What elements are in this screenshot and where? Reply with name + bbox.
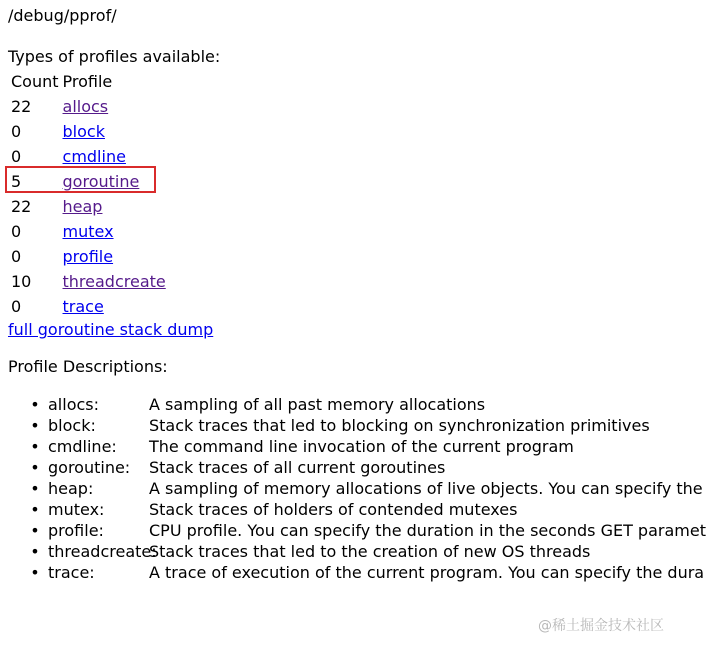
profile-count: 22 — [11, 97, 32, 116]
profile-link-trace[interactable]: trace — [62, 297, 104, 316]
profile-count: 22 — [11, 197, 32, 216]
description-text: A trace of execution of the current program. You can specify the dura — [149, 563, 705, 582]
description-term: allocs: — [48, 395, 100, 414]
bullet-icon: • — [30, 458, 40, 477]
list-item — [30, 436, 682, 457]
description-term: threadcreate: — [48, 542, 157, 561]
description-term: block: — [48, 416, 96, 435]
description-text: A sampling of memory allocations of live objects. You can specify the — [149, 479, 703, 498]
description-text: A sampling of all past memory allocations — [149, 395, 486, 414]
table-row — [10, 219, 167, 244]
bullet-icon: • — [30, 521, 40, 540]
bullet-icon: • — [30, 500, 40, 519]
list-item — [30, 478, 703, 499]
description-text: The command line invocation of the current program — [149, 437, 574, 456]
profile-count: 0 — [11, 297, 22, 316]
description-text: Stack traces of all current goroutines — [149, 458, 446, 477]
bullet-icon: • — [30, 416, 40, 435]
profile-link-block[interactable]: block — [62, 122, 105, 141]
description-term: goroutine: — [48, 458, 131, 477]
watermark: @稀土掘金技术社区 — [538, 618, 664, 634]
table-row — [10, 194, 167, 219]
table-row — [10, 244, 167, 269]
table-row — [10, 294, 167, 319]
page-path: /debug/pprof/ — [8, 6, 117, 25]
profile-count: 0 — [11, 222, 22, 241]
list-item — [30, 457, 682, 478]
profile-link-cmdline[interactable]: cmdline — [62, 147, 126, 166]
description-term: cmdline: — [48, 437, 117, 456]
profile-link-heap[interactable]: heap — [62, 197, 103, 216]
bullet-icon: • — [30, 542, 40, 561]
table-row — [10, 94, 167, 119]
descriptions-list — [8, 394, 706, 583]
list-item — [30, 562, 705, 583]
count-column-header: Count — [11, 72, 59, 91]
description-text: Stack traces of holders of contended mutexes — [149, 500, 518, 519]
description-term: profile: — [48, 521, 104, 540]
profiles-table — [8, 69, 169, 319]
list-item — [30, 415, 682, 436]
table-row — [10, 119, 167, 144]
bullet-icon: • — [30, 563, 40, 582]
list-item — [30, 394, 682, 415]
profile-link-allocs[interactable]: allocs — [62, 97, 109, 116]
list-item — [30, 520, 706, 541]
profile-column-header: Profile — [62, 72, 113, 91]
full-goroutine-stack-dump-link[interactable]: full goroutine stack dump — [8, 320, 214, 339]
types-heading: Types of profiles available: — [8, 47, 221, 66]
description-term: trace: — [48, 563, 95, 582]
table-header-row — [10, 69, 167, 94]
list-item — [30, 499, 682, 520]
description-term: mutex: — [48, 500, 105, 519]
profile-count: 10 — [11, 272, 32, 291]
table-row — [10, 269, 167, 294]
bullet-icon: • — [30, 437, 40, 456]
profile-count: 0 — [11, 247, 22, 266]
profile-link-profile[interactable]: profile — [62, 247, 114, 266]
description-text: Stack traces that led to blocking on synchronization primitives — [149, 416, 650, 435]
description-text: Stack traces that led to the creation of new OS threads — [149, 542, 591, 561]
bullet-icon: • — [30, 479, 40, 498]
descriptions-heading: Profile Descriptions: — [8, 357, 168, 376]
list-item — [30, 541, 682, 562]
description-term: heap: — [48, 479, 94, 498]
profile-count: 0 — [11, 122, 22, 141]
profile-link-goroutine[interactable]: goroutine — [62, 172, 140, 191]
table-row — [10, 144, 167, 169]
profile-count: 0 — [11, 147, 22, 166]
profile-link-mutex[interactable]: mutex — [62, 222, 114, 241]
profile-link-threadcreate[interactable]: threadcreate — [62, 272, 166, 291]
table-row — [10, 169, 167, 194]
bullet-icon: • — [30, 395, 40, 414]
description-text: CPU profile. You can specify the duration in the seconds GET paramet — [149, 521, 706, 540]
profile-count: 5 — [11, 172, 22, 191]
